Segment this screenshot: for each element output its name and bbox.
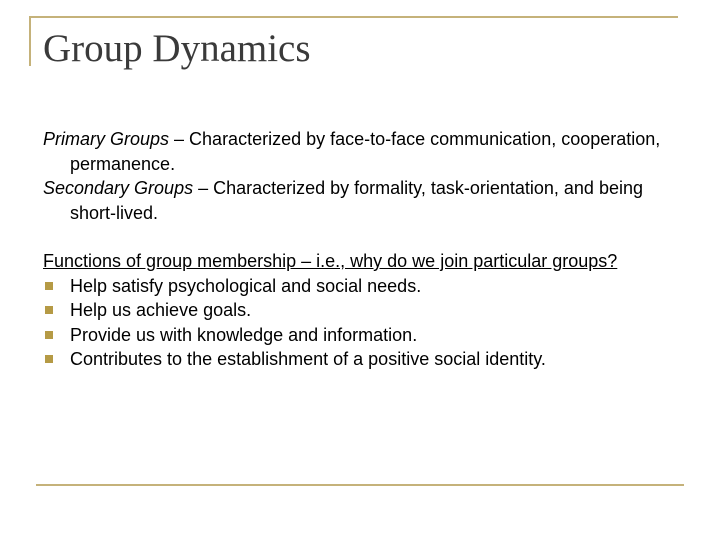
list-item-text: Contributes to the establishment of a positive social identity.	[70, 349, 546, 369]
list-item	[43, 323, 683, 348]
top-divider	[29, 16, 678, 18]
square-bullet-icon	[45, 306, 53, 314]
primary-groups-paragraph	[43, 127, 683, 176]
primary-groups-term: Primary Groups	[43, 129, 170, 149]
paragraph-spacer	[43, 225, 683, 249]
secondary-groups-paragraph	[43, 176, 683, 225]
slide-title: Group Dynamics	[43, 27, 311, 70]
list-item	[43, 298, 683, 323]
list-item	[43, 347, 683, 372]
bottom-divider	[36, 484, 684, 486]
list-item-text: Provide us with knowledge and information.	[70, 324, 418, 345]
square-bullet-icon	[45, 282, 53, 290]
functions-heading-paragraph	[43, 249, 683, 274]
secondary-groups-term: Secondary Groups	[43, 178, 194, 198]
secondary-groups-definition: – Characterized by formality, task-orientation, and being short-lived.	[70, 178, 643, 223]
functions-list	[43, 274, 683, 372]
primary-groups-definition: – Characterized by face-to-face communication, cooperation, permanence.	[70, 129, 661, 174]
left-divider	[29, 16, 31, 66]
list-item	[43, 274, 683, 299]
slide-body	[43, 127, 683, 372]
list-item-text: Help satisfy psychological and social needs.	[70, 275, 422, 296]
list-item-text: Help us achieve goals.	[70, 300, 252, 320]
functions-heading: Functions of group membership – i.e., why do we join particular groups?	[43, 251, 618, 271]
square-bullet-icon	[45, 355, 53, 363]
square-bullet-icon	[45, 331, 53, 339]
